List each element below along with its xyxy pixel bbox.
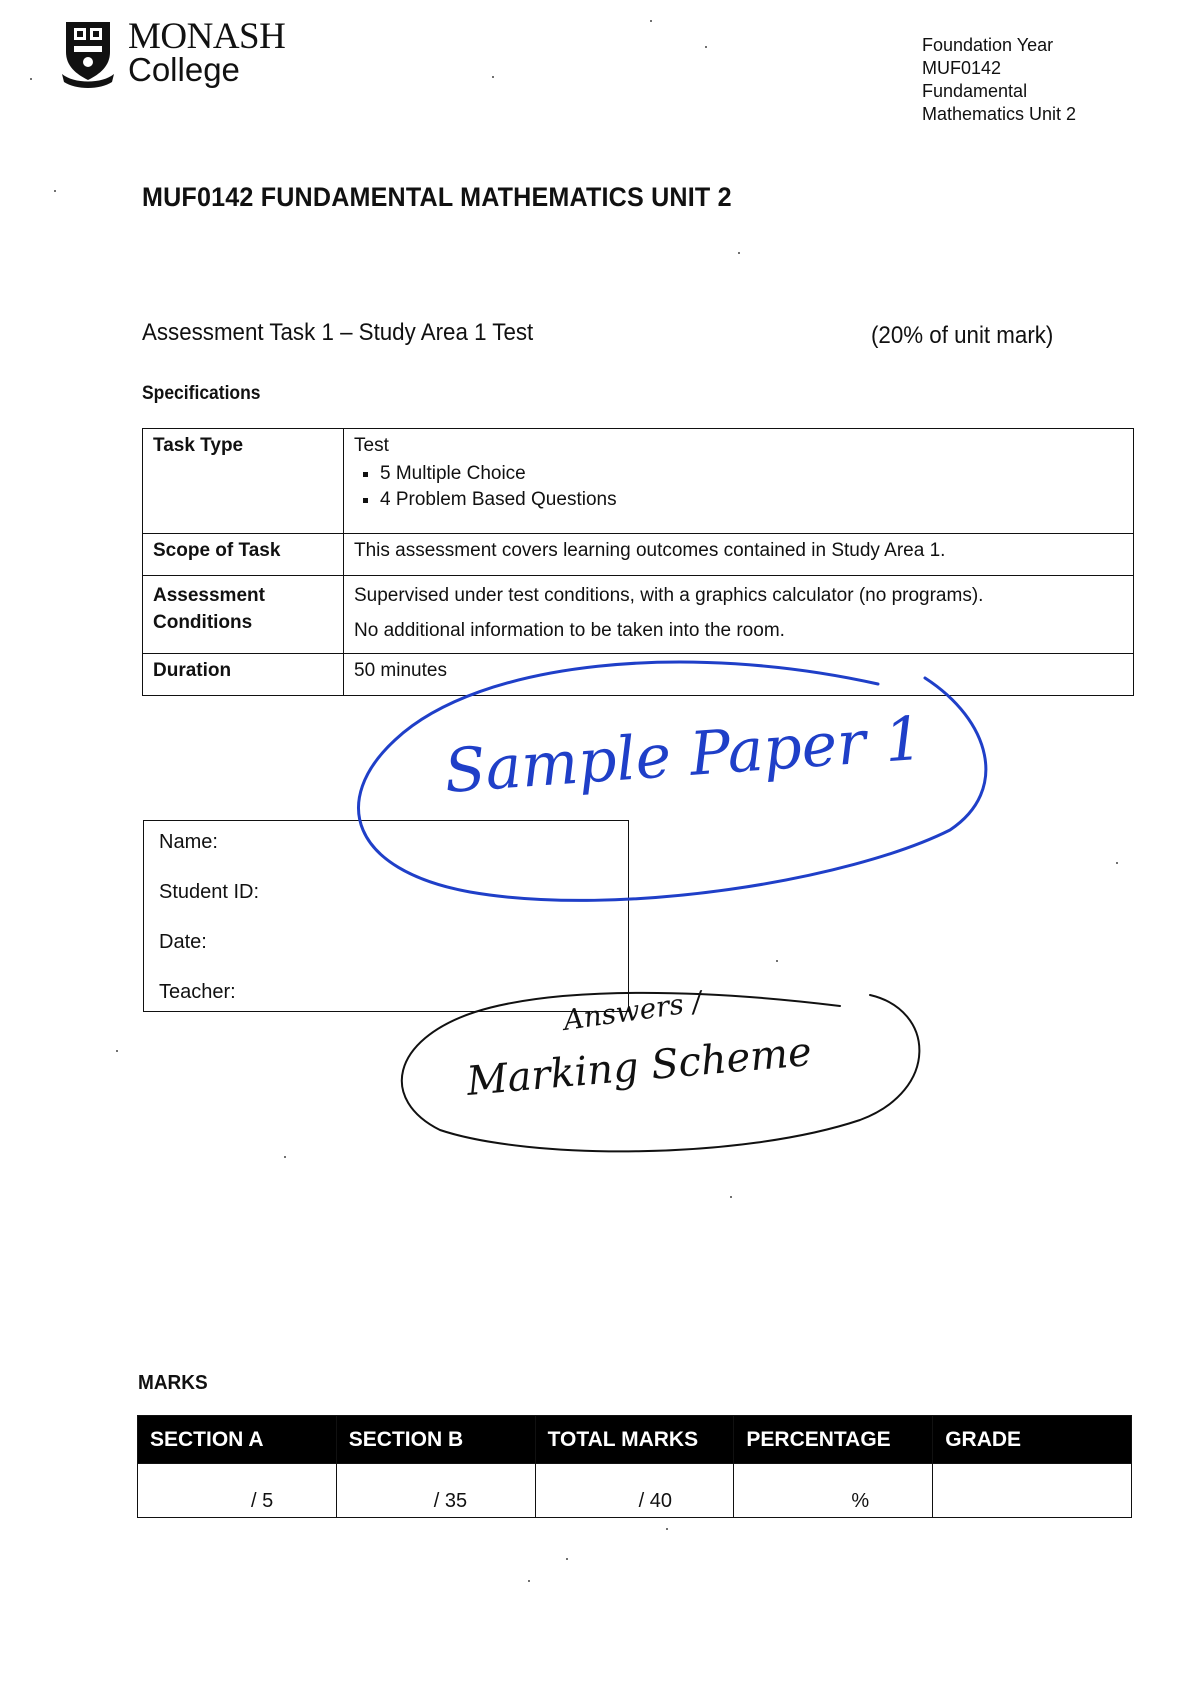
marks-cell: / 40 bbox=[535, 1464, 734, 1518]
marks-header: GRADE bbox=[933, 1416, 1132, 1464]
name-label: Name: bbox=[159, 831, 218, 853]
scan-speck bbox=[738, 252, 740, 254]
spec-row-scope bbox=[143, 534, 1134, 576]
scan-speck bbox=[650, 20, 652, 22]
course-info-line: MUF0142 bbox=[922, 58, 1002, 78]
marks-cell: % bbox=[734, 1464, 933, 1518]
marks-value-row bbox=[138, 1464, 1132, 1518]
course-info-line: Fundamental bbox=[922, 81, 1028, 101]
course-info-line: Foundation Year bbox=[922, 35, 1054, 55]
spec-value: 50 minutes bbox=[344, 654, 1134, 696]
conditions-line: No additional information to be taken into the room. bbox=[354, 620, 785, 641]
course-info bbox=[922, 34, 1142, 126]
college-logo bbox=[60, 18, 320, 93]
spec-row-conditions bbox=[143, 576, 1134, 654]
spec-value bbox=[344, 576, 1134, 654]
marks-header: SECTION A bbox=[138, 1416, 337, 1464]
scan-speck bbox=[666, 1528, 668, 1530]
scan-speck bbox=[528, 1580, 530, 1582]
document-title: MUF0142 FUNDAMENTAL MATHEMATICS UNIT 2 bbox=[142, 182, 732, 212]
spec-row-task-type bbox=[143, 429, 1134, 534]
task-title: Assessment Task 1 – Study Area 1 Test bbox=[142, 319, 534, 346]
student-id-label: Student ID: bbox=[159, 881, 260, 903]
date-label: Date: bbox=[159, 931, 207, 953]
scan-speck bbox=[492, 76, 494, 78]
answers-handwriting: Answers / bbox=[561, 984, 704, 1037]
marks-header: SECTION B bbox=[336, 1416, 535, 1464]
spec-row-duration bbox=[143, 654, 1134, 696]
scan-speck bbox=[1116, 862, 1118, 864]
marks-header: TOTAL MARKS bbox=[535, 1416, 734, 1464]
logo-name: MONASH bbox=[128, 16, 286, 57]
marks-header-row bbox=[138, 1416, 1132, 1464]
scan-speck bbox=[54, 190, 56, 192]
spec-value bbox=[344, 429, 1134, 534]
crest-icon bbox=[60, 18, 116, 88]
specifications-heading: Specifications bbox=[142, 383, 261, 404]
course-info-line: Mathematics Unit 2 bbox=[922, 104, 1077, 124]
spec-label: Task Type bbox=[143, 429, 344, 534]
list-item: ▪ 5 Multiple Choice bbox=[380, 461, 1123, 487]
scan-speck bbox=[116, 1050, 118, 1052]
black-ink-ellipse bbox=[402, 993, 920, 1152]
marks-cell bbox=[933, 1464, 1132, 1518]
spec-label: Assessment Conditions bbox=[143, 576, 344, 654]
scan-speck bbox=[705, 46, 707, 48]
marks-cell: / 35 bbox=[336, 1464, 535, 1518]
scan-speck bbox=[730, 1196, 732, 1198]
marks-cell: / 5 bbox=[138, 1464, 337, 1518]
sample-paper-handwriting: Sample Paper 1 bbox=[442, 703, 926, 807]
marks-header: PERCENTAGE bbox=[734, 1416, 933, 1464]
student-details-box bbox=[143, 820, 629, 1012]
spec-label: Scope of Task bbox=[143, 534, 344, 576]
list-item: ▪ 4 Problem Based Questions bbox=[380, 487, 1123, 513]
scan-speck bbox=[284, 1156, 286, 1158]
teacher-label: Teacher: bbox=[159, 981, 236, 1003]
task-type-value: Test bbox=[354, 435, 389, 456]
task-weight: (20% of unit mark) bbox=[871, 322, 1054, 349]
marks-table bbox=[137, 1415, 1132, 1518]
logo-sub: College bbox=[128, 51, 240, 88]
marking-scheme-handwriting: Marking Scheme bbox=[464, 1028, 814, 1105]
task-type-list bbox=[354, 461, 1123, 513]
scan-speck bbox=[30, 78, 32, 80]
scan-speck bbox=[776, 960, 778, 962]
conditions-line: Supervised under test conditions, with a graphics calculator (no programs). bbox=[354, 585, 984, 606]
specifications-table bbox=[142, 428, 1134, 696]
spec-label: Duration bbox=[143, 654, 344, 696]
marks-heading: MARKS bbox=[138, 1372, 208, 1394]
scan-speck bbox=[566, 1558, 568, 1560]
spec-value: This assessment covers learning outcomes contained in Study Area 1. bbox=[344, 534, 1134, 576]
